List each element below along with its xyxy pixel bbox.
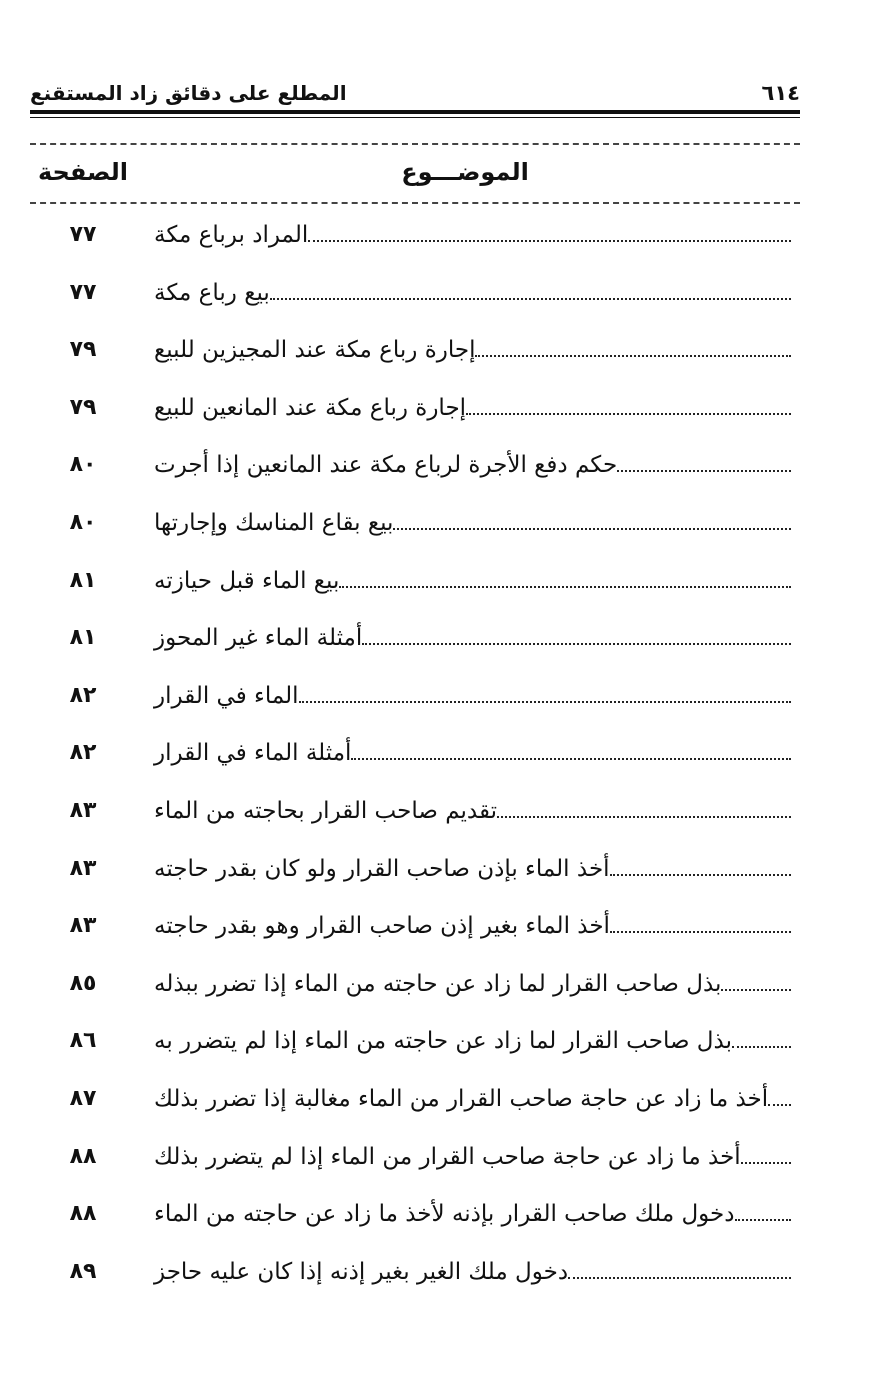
book-title: المطلع على دقائق زاد المستقنع bbox=[30, 81, 347, 105]
toc-entry-line bbox=[148, 798, 791, 824]
toc-entry-line bbox=[148, 971, 791, 997]
toc-entry bbox=[0, 903, 873, 961]
dot-leader bbox=[299, 701, 791, 703]
toc-entry-line bbox=[148, 568, 791, 594]
dot-leader bbox=[475, 355, 791, 357]
dot-leader bbox=[735, 1219, 791, 1221]
toc-entry-page: ٧٧ bbox=[69, 222, 97, 247]
toc-entry-title: الماء في القرار bbox=[154, 682, 299, 709]
toc-entry bbox=[0, 1018, 873, 1076]
toc-entry bbox=[0, 788, 873, 846]
toc-entry bbox=[0, 961, 873, 1019]
toc-entry bbox=[0, 385, 873, 443]
toc-entry-page: ٧٩ bbox=[69, 337, 97, 363]
header-rule-thin bbox=[30, 117, 800, 118]
toc-entry-page: ٨٥ bbox=[69, 970, 97, 996]
toc-entry bbox=[0, 270, 873, 328]
toc-entry-title: أخذ الماء بإذن صاحب القرار ولو كان بقدر حاجته bbox=[154, 855, 610, 882]
toc-entry-line bbox=[148, 913, 791, 939]
toc-entry-title: أمثلة الماء غير المحوز bbox=[154, 625, 363, 652]
toc-entry-line bbox=[148, 740, 791, 766]
toc-entry-page: ٨٠ bbox=[69, 452, 97, 478]
toc-entry-line bbox=[148, 625, 791, 651]
toc-entry-line bbox=[148, 1144, 791, 1170]
toc-entry-title: تقديم صاحب القرار بحاجته من الماء bbox=[154, 797, 498, 824]
toc-entry bbox=[0, 1076, 873, 1134]
toc-entry-page: ٨٢ bbox=[69, 682, 97, 708]
dot-leader bbox=[466, 413, 791, 415]
toc-entry-title: دخول ملك صاحب القرار بإذنه لأخذ ما زاد عن حاجته من الماء bbox=[154, 1201, 735, 1228]
dot-leader bbox=[617, 470, 791, 472]
toc-entry-line bbox=[148, 1201, 791, 1227]
toc-entry-line bbox=[148, 452, 791, 478]
toc-entry-title: المراد برباع مكة bbox=[154, 222, 309, 248]
toc-entry-line bbox=[148, 1259, 791, 1285]
dot-leader bbox=[721, 989, 791, 991]
toc-entry-line bbox=[148, 337, 791, 363]
toc-entry-line bbox=[148, 856, 791, 882]
dot-leader bbox=[768, 1104, 791, 1106]
toc-entry-page: ٨٣ bbox=[69, 913, 97, 939]
dot-leader bbox=[393, 528, 791, 530]
toc-entry-title: بيع بقاع المناسك وإجارتها bbox=[154, 509, 394, 536]
toc-entry bbox=[0, 1249, 873, 1307]
toc-entry-title: أمثلة الماء في القرار bbox=[154, 740, 352, 767]
toc-entry-line bbox=[148, 395, 791, 421]
dot-leader bbox=[497, 816, 791, 818]
toc-entry-page: ٨٧ bbox=[69, 1085, 97, 1111]
toc-entry bbox=[0, 615, 873, 673]
running-header bbox=[30, 78, 800, 108]
toc-entry-title: بيع رباع مكة bbox=[154, 279, 270, 306]
toc-entry bbox=[0, 212, 873, 270]
toc-entry-title: أخذ ما زاد عن حاجة صاحب القرار من الماء مغالبة إذا تضرر بذلك bbox=[154, 1085, 769, 1112]
toc-entry-page: ٨٠ bbox=[69, 509, 97, 535]
toc-entry-page: ٨٦ bbox=[69, 1028, 97, 1054]
dot-leader bbox=[351, 758, 791, 760]
dot-leader bbox=[732, 1046, 791, 1048]
table-of-contents bbox=[0, 212, 873, 1306]
toc-entry-page: ٨٣ bbox=[69, 855, 97, 881]
dashed-rule-bottom bbox=[30, 202, 800, 204]
toc-entry bbox=[0, 846, 873, 904]
toc-entry-page: ٨١ bbox=[69, 567, 97, 593]
dot-leader bbox=[568, 1277, 791, 1279]
toc-entry-title: دخول ملك الغير بغير إذنه إذا كان عليه حاجز bbox=[154, 1258, 569, 1285]
toc-entry-page: ٨٩ bbox=[69, 1258, 97, 1284]
toc-entry-line bbox=[148, 683, 791, 709]
dot-leader bbox=[339, 586, 791, 588]
toc-entry-page: ٨٢ bbox=[69, 740, 97, 766]
toc-entry-line bbox=[148, 280, 791, 306]
toc-entry bbox=[0, 327, 873, 385]
toc-entry bbox=[0, 673, 873, 731]
toc-entry-page: ٨٣ bbox=[69, 797, 97, 823]
dashed-rule-top bbox=[30, 143, 800, 145]
dot-leader bbox=[270, 298, 791, 300]
toc-entry-title: إجارة رباع مكة عند المانعين للبيع bbox=[154, 394, 467, 421]
toc-entry-title: أخذ ما زاد عن حاجة صاحب القرار من الماء إذا لم يتضرر بذلك bbox=[154, 1143, 741, 1170]
toc-entry bbox=[0, 1134, 873, 1192]
toc-entry-title: بيع الماء قبل حيازته bbox=[154, 567, 340, 594]
toc-entry bbox=[0, 1191, 873, 1249]
page-number: ٦١٤ bbox=[761, 81, 800, 105]
dot-leader bbox=[610, 931, 791, 933]
toc-entry-title: إجارة رباع مكة عند المجيزين للبيع bbox=[154, 337, 476, 364]
toc-entry-page: ٨٨ bbox=[69, 1201, 97, 1227]
toc-entry bbox=[0, 558, 873, 616]
dot-leader bbox=[610, 874, 791, 876]
toc-entry-page: ٧٩ bbox=[69, 394, 97, 420]
toc-entry-title: أخذ الماء بغير إذن صاحب القرار وهو بقدر حاجته bbox=[154, 913, 610, 940]
toc-entry-title: بذل صاحب القرار لما زاد عن حاجته من الماء إذا تضرر ببذله bbox=[154, 970, 722, 997]
toc-entry-line bbox=[148, 1028, 791, 1054]
toc-entry-title: حكم دفع الأجرة لرباع مكة عند المانعين إذا أجرت bbox=[154, 452, 618, 479]
column-heading-page: الصفحة bbox=[38, 158, 129, 186]
toc-entry-page: ٨١ bbox=[69, 625, 97, 651]
column-heading-topic: الموضـــوع bbox=[401, 158, 529, 186]
toc-entry bbox=[0, 500, 873, 558]
toc-entry-line bbox=[148, 1086, 791, 1112]
toc-entry-title: بذل صاحب القرار لما زاد عن حاجته من الماء إذا لم يتضرر به bbox=[154, 1028, 732, 1055]
dot-leader bbox=[741, 1162, 791, 1164]
toc-entry bbox=[0, 730, 873, 788]
toc-entry-page: ٨٨ bbox=[69, 1143, 97, 1169]
toc-entry-line bbox=[148, 510, 791, 536]
dot-leader bbox=[308, 240, 791, 242]
header-rule-thick bbox=[30, 110, 800, 114]
toc-entry-line bbox=[148, 222, 791, 248]
toc-entry bbox=[0, 442, 873, 500]
toc-entry-page: ٧٧ bbox=[69, 279, 97, 305]
dot-leader bbox=[362, 643, 791, 645]
